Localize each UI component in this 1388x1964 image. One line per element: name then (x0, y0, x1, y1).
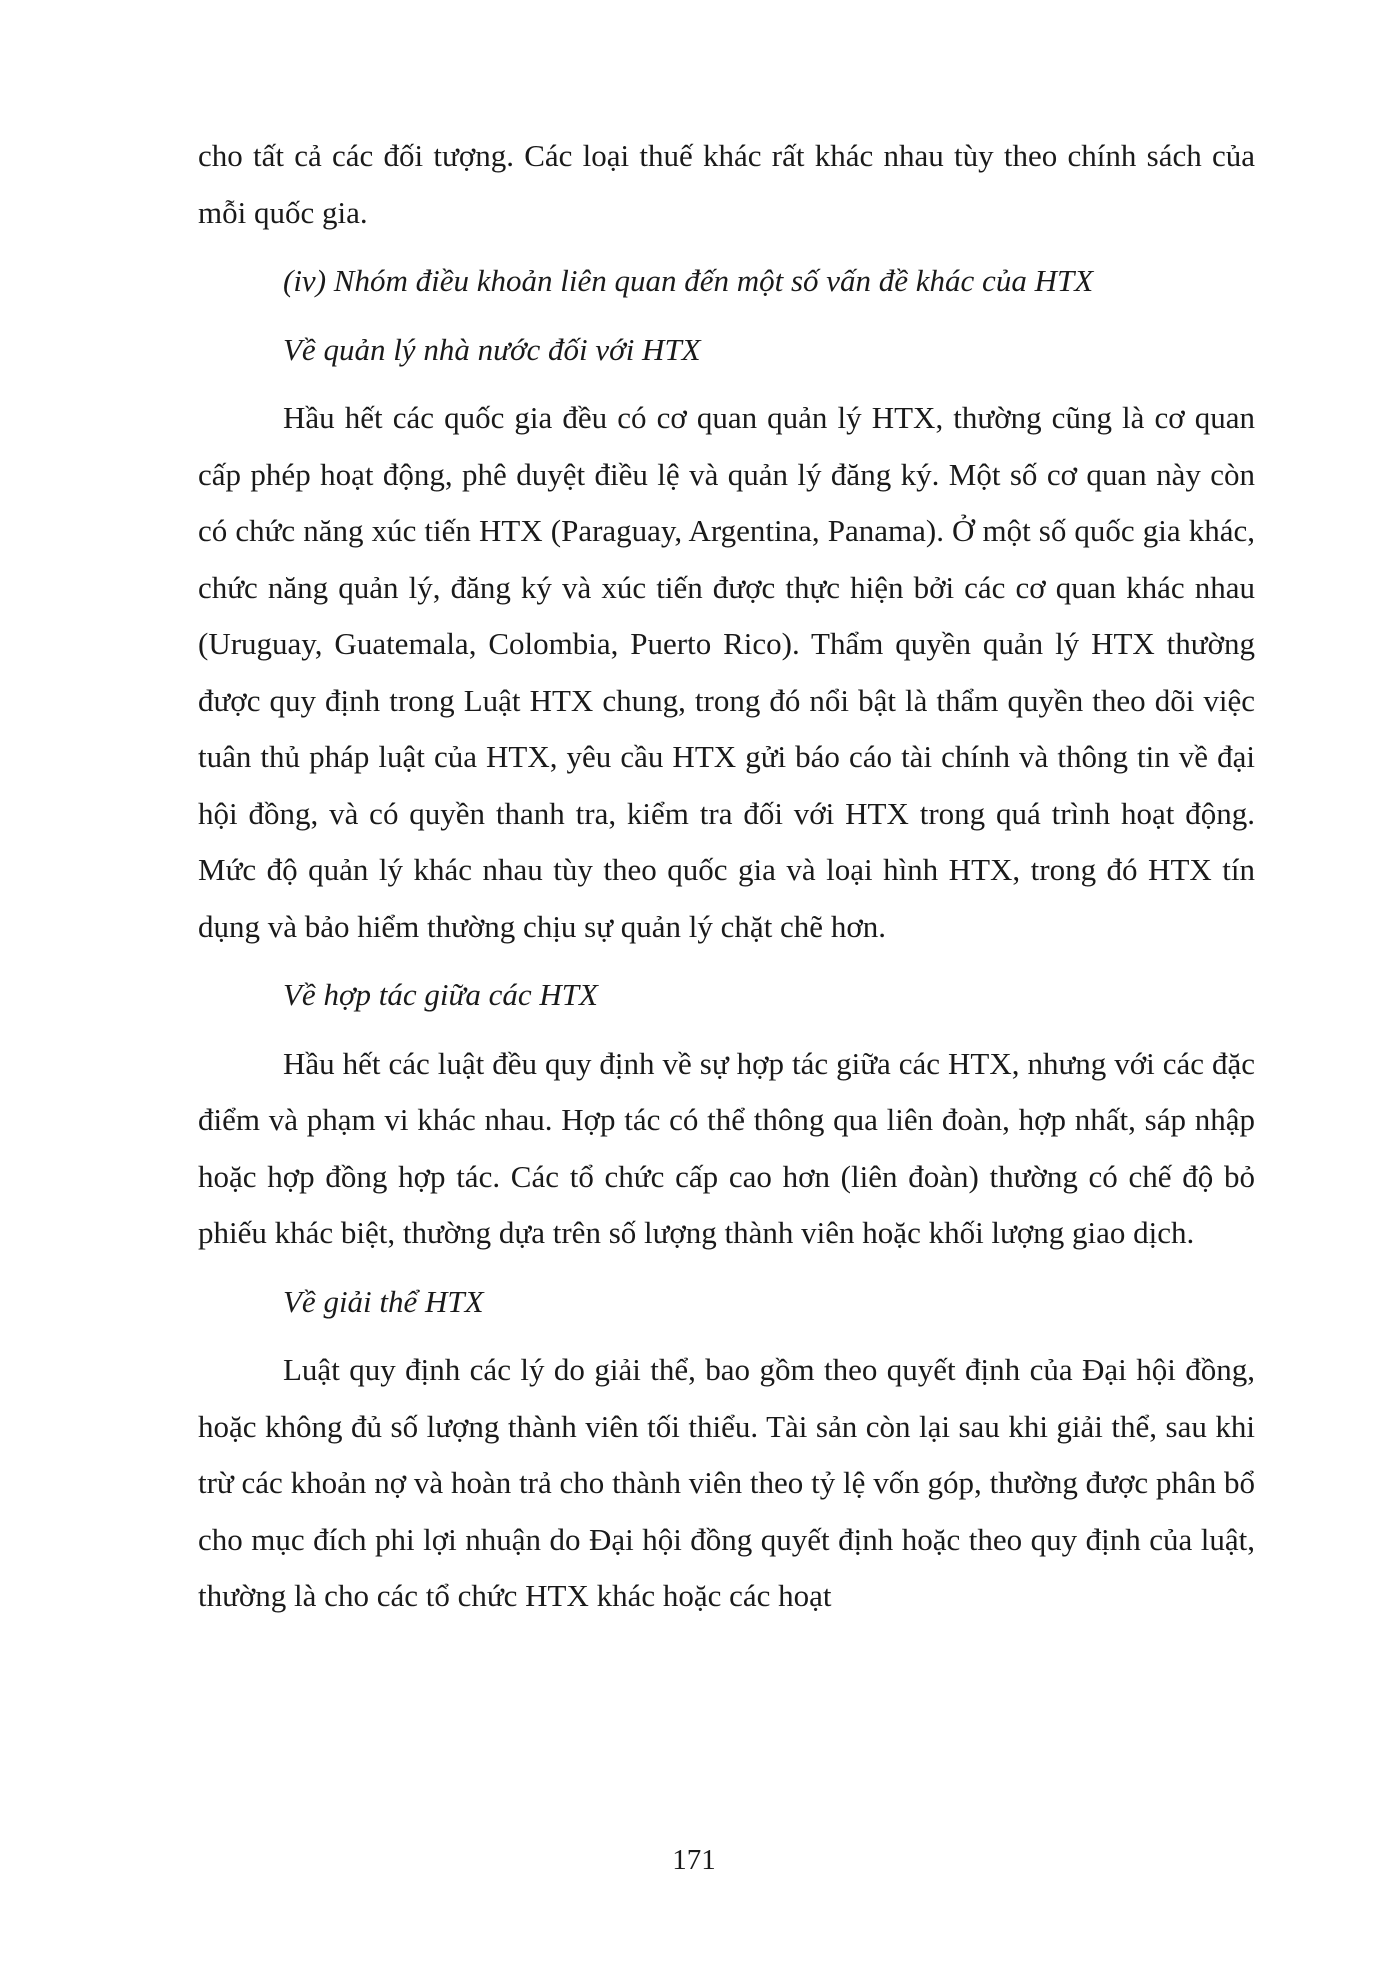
paragraph-cooperation: Hầu hết các luật đều quy định về sự hợp tác giữa các HTX, nhưng với các đặc điểm và phạm vi khác nhau. Hợp tác có thể thông qua liên đoàn, hợp nhất, sáp nhập hoặc hợp đồng hợp tác. Các tổ chức cấp cao hơn (liên đoàn) thường có chế độ bỏ phiếu khác biệt, thường dựa trên số lượng thành viên hoặc khối lượng giao dịch. (198, 1045, 1255, 1250)
subheading-cooperation: Về hợp tác giữa các HTX (283, 977, 598, 1012)
paragraph-continuation: cho tất cả các đối tượng. Các loại thuế khác rất khác nhau tùy theo chính sách của mỗi quốc gia. (198, 138, 1255, 230)
subheading-dissolution: Về giải thể HTX (283, 1283, 484, 1319)
page-number: 171 (672, 1844, 716, 1876)
page-body-text (198, 128, 1255, 1625)
paragraph-dissolution: Luật quy định các lý do giải thể, bao gồm theo quyết định của Đại hội đồng, hoặc không đủ số lượng thành viên tối thiểu. Tài sản còn lại sau khi giải thể, sau khi trừ các khoản nợ và hoàn trả cho thành viên theo tỷ lệ vốn góp, thường được phân bổ cho mục đích phi lợi nhuận do Đại hội đồng quyết định hoặc theo quy định của luật, thường là cho các tổ chức HTX khác hoặc các hoạt (198, 1352, 1255, 1613)
section-heading-iv: (iv) Nhóm điều khoản liên quan đến một số vấn đề khác của HTX (283, 263, 1094, 298)
subheading-state-management: Về quản lý nhà nước đối với HTX (283, 331, 701, 367)
paragraph-state-management: Hầu hết các quốc gia đều có cơ quan quản lý HTX, thường cũng là cơ quan cấp phép hoạt động, phê duyệt điều lệ và quản lý đăng ký. Một số cơ quan này còn có chức năng xúc tiến HTX (Paraguay, Argentina, Panama). Ở một số quốc gia khác, chức năng quản lý, đăng ký và xúc tiến được thực hiện bởi các cơ quan khác nhau (Uruguay, Guatemala, Colombia, Puerto Rico). Thẩm quyền quản lý HTX thường được quy định trong Luật HTX chung, trong đó nổi bật là thẩm quyền theo dõi việc tuân thủ pháp luật của HTX, yêu cầu HTX gửi báo cáo tài chính và thông tin về đại hội đồng, và có quyền thanh tra, kiểm tra đối với HTX trong quá trình hoạt động. Mức độ quản lý khác nhau tùy theo quốc gia và loại hình HTX, trong đó HTX tín dụng và bảo hiểm thường chịu sự quản lý chặt chẽ hơn. (198, 400, 1255, 944)
